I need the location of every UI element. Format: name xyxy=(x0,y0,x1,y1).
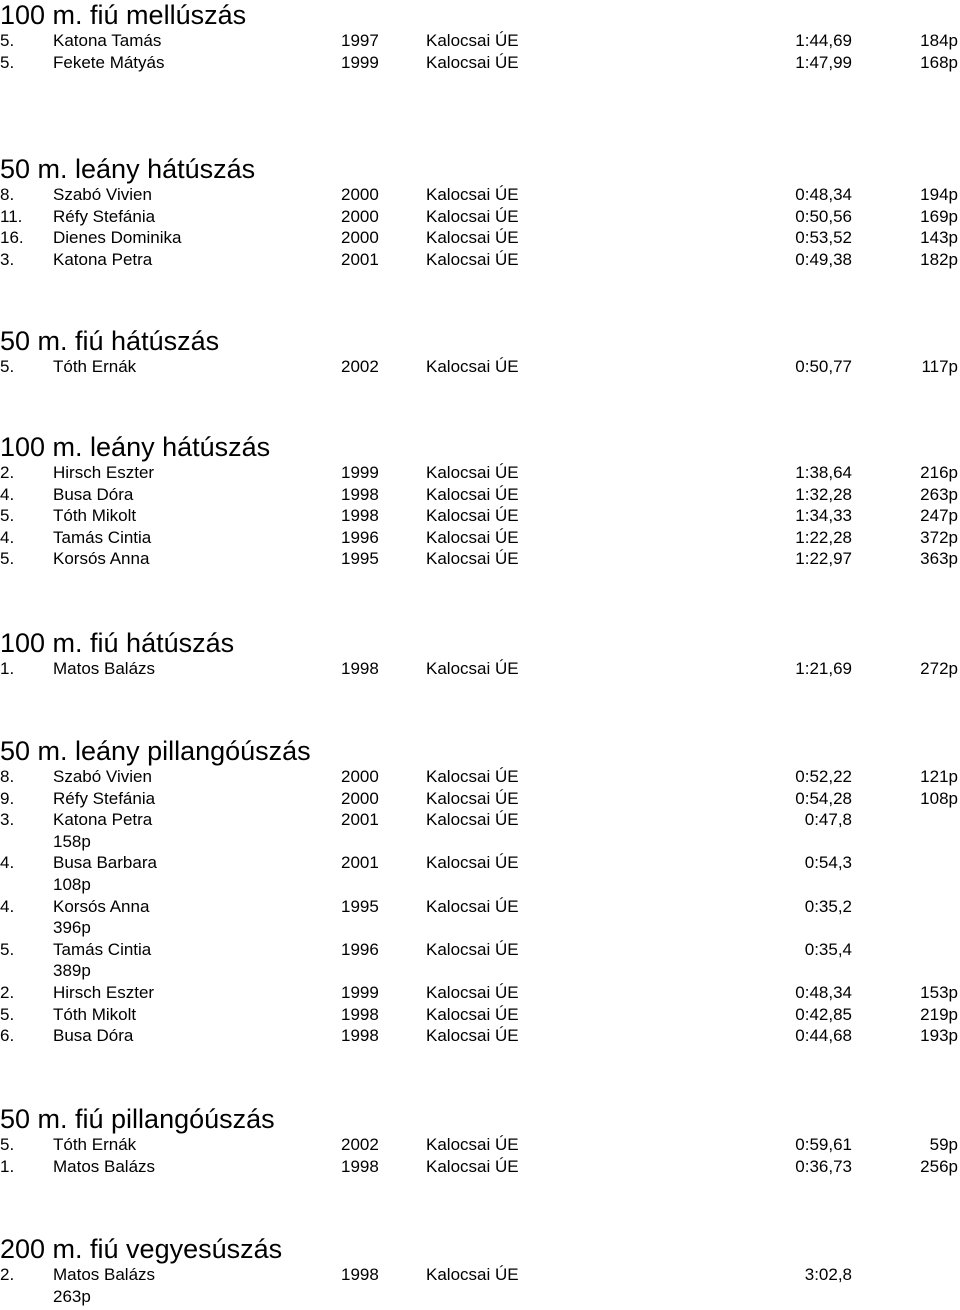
result-row xyxy=(0,206,960,228)
swimmer-name: Tamás Cintia xyxy=(53,939,152,959)
result-place: 5. xyxy=(0,939,15,959)
event-title: 200 m. fiú vegyesúszás xyxy=(0,1234,283,1264)
result-place: 5. xyxy=(0,357,15,376)
swimmer-name: Hirsch Eszter xyxy=(53,463,155,482)
swimmer-name: Katona Tamás xyxy=(53,31,162,50)
result-row xyxy=(0,356,960,378)
birth-year: 2001 xyxy=(341,810,379,830)
result-place: 5. xyxy=(0,52,15,72)
birth-year: 2000 xyxy=(341,228,379,248)
result-points: 372p xyxy=(920,527,958,547)
result-time: 0:50,77 xyxy=(795,357,852,376)
result-points: 184p xyxy=(920,31,958,50)
birth-year: 2001 xyxy=(341,249,379,269)
result-place: 9. xyxy=(0,788,15,808)
result-row xyxy=(0,1134,960,1156)
swimmer-name: Réfy Stefánia xyxy=(53,206,156,226)
result-time: 1:21,69 xyxy=(795,659,852,678)
birth-year: 1998 xyxy=(341,1004,379,1024)
result-row xyxy=(0,658,960,680)
birth-year: 1999 xyxy=(341,463,379,482)
result-place: 4. xyxy=(0,527,15,547)
result-points: 247p xyxy=(920,506,958,526)
result-points: 108p xyxy=(53,874,91,894)
result-row xyxy=(0,527,960,549)
result-place: 4. xyxy=(0,896,15,916)
result-time: 0:49,38 xyxy=(795,249,852,269)
result-points: 108p xyxy=(920,788,958,808)
club-name: Kalocsai ÚE xyxy=(426,228,519,248)
result-place: 2. xyxy=(0,1265,15,1284)
swimmer-name: Matos Balázs xyxy=(53,1265,156,1284)
result-time: 1:44,69 xyxy=(795,31,852,50)
club-name: Kalocsai ÚE xyxy=(426,357,519,376)
result-place: 5. xyxy=(0,31,15,50)
event-title: 100 m. fiú mellúszás xyxy=(0,0,247,30)
result-row xyxy=(0,896,960,939)
club-name: Kalocsai ÚE xyxy=(426,31,519,50)
result-row xyxy=(0,484,960,506)
swimmer-name: Matos Balázs xyxy=(53,659,156,678)
club-name: Kalocsai ÚE xyxy=(426,1265,519,1284)
result-row xyxy=(0,249,960,271)
result-points: 263p xyxy=(920,484,958,504)
birth-year: 1995 xyxy=(341,896,379,916)
result-time: 1:47,99 xyxy=(795,52,852,72)
birth-year: 1997 xyxy=(341,31,379,50)
birth-year: 2000 xyxy=(341,788,379,808)
swimmer-name: Hirsch Eszter xyxy=(53,982,155,1002)
swimmer-name: Szabó Vivien xyxy=(53,767,152,786)
result-place: 2. xyxy=(0,463,15,482)
event-section xyxy=(0,1104,960,1177)
birth-year: 1999 xyxy=(341,982,379,1002)
result-time: 0:42,85 xyxy=(795,1004,852,1024)
swimmer-name: Tóth Mikolt xyxy=(53,1004,137,1024)
result-time: 1:38,64 xyxy=(795,463,852,482)
result-points: 117p xyxy=(921,357,958,376)
club-name: Kalocsai ÚE xyxy=(426,788,519,808)
swimmer-name: Tóth Ernák xyxy=(53,357,137,376)
swimmer-name: Katona Petra xyxy=(53,249,153,269)
result-time: 0:36,73 xyxy=(795,1156,852,1176)
result-points: 389p xyxy=(53,961,91,981)
result-place: 6. xyxy=(0,1026,15,1046)
result-points: 219p xyxy=(920,1004,958,1024)
result-time: 0:53,52 xyxy=(795,228,852,248)
club-name: Kalocsai ÚE xyxy=(426,939,519,959)
birth-year: 2002 xyxy=(341,1135,379,1154)
birth-year: 2000 xyxy=(341,185,379,204)
event-title: 100 m. fiú hátúszás xyxy=(0,628,235,658)
result-time: 0:35,4 xyxy=(804,939,852,959)
result-row xyxy=(0,52,960,74)
result-row xyxy=(0,505,960,527)
swimmer-name: Korsós Anna xyxy=(53,549,150,569)
birth-year: 1996 xyxy=(341,527,379,547)
result-points: 272p xyxy=(920,659,958,678)
result-points: 158p xyxy=(53,831,91,851)
result-time: 0:52,22 xyxy=(795,767,852,786)
result-points: 263p xyxy=(53,1286,91,1306)
event-section xyxy=(0,326,960,378)
swimmer-name: Fekete Mátyás xyxy=(53,52,165,72)
birth-year: 1998 xyxy=(341,659,379,678)
swimmer-name: Busa Dóra xyxy=(53,484,134,504)
birth-year: 1995 xyxy=(341,549,379,569)
result-points: 153p xyxy=(920,982,958,1002)
club-name: Kalocsai ÚE xyxy=(426,52,519,72)
club-name: Kalocsai ÚE xyxy=(426,506,519,526)
result-place: 5. xyxy=(0,1004,15,1024)
club-name: Kalocsai ÚE xyxy=(426,810,519,830)
club-name: Kalocsai ÚE xyxy=(426,249,519,269)
club-name: Kalocsai ÚE xyxy=(426,853,519,873)
club-name: Kalocsai ÚE xyxy=(426,463,519,482)
event-title: 50 m. leány hátúszás xyxy=(0,154,256,184)
result-points: 169p xyxy=(920,206,958,226)
swimmer-name: Tóth Mikolt xyxy=(53,506,137,526)
event-section xyxy=(0,736,960,1047)
club-name: Kalocsai ÚE xyxy=(426,1026,519,1046)
result-time: 0:54,3 xyxy=(804,853,852,873)
club-name: Kalocsai ÚE xyxy=(426,185,519,204)
birth-year: 2000 xyxy=(341,206,379,226)
result-points: 363p xyxy=(920,549,958,569)
result-place: 1. xyxy=(0,1156,15,1176)
birth-year: 1996 xyxy=(341,939,379,959)
swimmer-name: Tamás Cintia xyxy=(53,527,152,547)
swimmer-name: Dienes Dominika xyxy=(53,228,182,248)
result-place: 5. xyxy=(0,506,15,526)
swimmer-name: Tóth Ernák xyxy=(53,1135,137,1154)
club-name: Kalocsai ÚE xyxy=(426,527,519,547)
result-place: 16. xyxy=(0,228,24,248)
result-row xyxy=(0,1004,960,1026)
result-time: 0:44,68 xyxy=(795,1026,852,1046)
result-place: 3. xyxy=(0,249,15,269)
result-place: 5. xyxy=(0,1135,15,1154)
event-section xyxy=(0,432,960,570)
result-time: 0:47,8 xyxy=(804,810,852,830)
birth-year: 1998 xyxy=(341,506,379,526)
result-row xyxy=(0,184,960,206)
swimmer-name: Busa Barbara xyxy=(53,853,157,873)
result-time: 0:50,56 xyxy=(795,206,852,226)
result-place: 2. xyxy=(0,982,15,1002)
swimmer-name: Szabó Vivien xyxy=(53,185,152,204)
swimmer-name: Matos Balázs xyxy=(53,1156,156,1176)
club-name: Kalocsai ÚE xyxy=(426,896,519,916)
result-place: 4. xyxy=(0,484,15,504)
event-title: 100 m. leány hátúszás xyxy=(0,432,271,462)
result-time: 0:54,28 xyxy=(795,788,852,808)
result-place: 3. xyxy=(0,810,15,830)
result-place: 4. xyxy=(0,853,15,873)
club-name: Kalocsai ÚE xyxy=(426,982,519,1002)
birth-year: 1998 xyxy=(341,1026,379,1046)
result-points: 168p xyxy=(920,52,958,72)
result-row xyxy=(0,852,960,895)
result-points: 182p xyxy=(920,249,958,269)
club-name: Kalocsai ÚE xyxy=(426,1004,519,1024)
birth-year: 1999 xyxy=(341,52,379,72)
club-name: Kalocsai ÚE xyxy=(426,206,519,226)
event-title: 50 m. fiú pillangóúszás xyxy=(0,1104,275,1134)
result-row xyxy=(0,939,960,982)
event-title: 50 m. leány pillangóúszás xyxy=(0,736,311,766)
result-time: 1:32,28 xyxy=(795,484,852,504)
club-name: Kalocsai ÚE xyxy=(426,1156,519,1176)
result-row xyxy=(0,809,960,852)
birth-year: 2001 xyxy=(341,853,379,873)
result-time: 0:48,34 xyxy=(795,982,852,1002)
result-row xyxy=(0,30,960,52)
result-points: 194p xyxy=(920,185,958,204)
result-place: 5. xyxy=(0,549,15,569)
result-points: 59p xyxy=(929,1135,958,1154)
result-place: 8. xyxy=(0,185,15,204)
birth-year: 1998 xyxy=(341,1156,379,1176)
event-section xyxy=(0,0,960,73)
result-time: 0:48,34 xyxy=(795,185,852,204)
result-row xyxy=(0,227,960,249)
result-row xyxy=(0,548,960,570)
result-points: 121p xyxy=(920,767,958,786)
result-row xyxy=(0,788,960,810)
swimmer-name: Busa Dóra xyxy=(53,1026,134,1046)
club-name: Kalocsai ÚE xyxy=(426,484,519,504)
result-time: 1:34,33 xyxy=(795,506,852,526)
event-title: 50 m. fiú hátúszás xyxy=(0,326,220,356)
result-place: 8. xyxy=(0,767,15,786)
result-time: 1:22,97 xyxy=(795,549,852,569)
result-row xyxy=(0,1156,960,1178)
club-name: Kalocsai ÚE xyxy=(426,659,519,678)
birth-year: 2002 xyxy=(341,357,379,376)
event-section xyxy=(0,1234,960,1307)
result-time: 1:22,28 xyxy=(795,527,852,547)
event-section xyxy=(0,628,960,680)
birth-year: 1998 xyxy=(341,484,379,504)
club-name: Kalocsai ÚE xyxy=(426,767,519,786)
result-row xyxy=(0,1264,960,1307)
result-row xyxy=(0,462,960,484)
swimmer-name: Korsós Anna xyxy=(53,896,150,916)
result-points: 256p xyxy=(920,1156,958,1176)
swimmer-name: Katona Petra xyxy=(53,810,153,830)
result-time: 0:35,2 xyxy=(804,896,852,916)
result-points: 396p xyxy=(53,918,91,938)
result-time: 0:59,61 xyxy=(795,1135,852,1154)
result-row xyxy=(0,982,960,1004)
result-place: 11. xyxy=(0,206,23,226)
result-place: 1. xyxy=(0,659,15,678)
event-section xyxy=(0,154,960,270)
club-name: Kalocsai ÚE xyxy=(426,1135,519,1154)
result-points: 216p xyxy=(920,463,958,482)
birth-year: 1998 xyxy=(341,1265,379,1284)
birth-year: 2000 xyxy=(341,767,379,786)
result-points: 143p xyxy=(920,228,958,248)
swimmer-name: Réfy Stefánia xyxy=(53,788,156,808)
result-row xyxy=(0,766,960,788)
club-name: Kalocsai ÚE xyxy=(426,549,519,569)
result-points: 193p xyxy=(920,1026,958,1046)
result-time: 3:02,8 xyxy=(804,1265,852,1284)
result-row xyxy=(0,1025,960,1047)
